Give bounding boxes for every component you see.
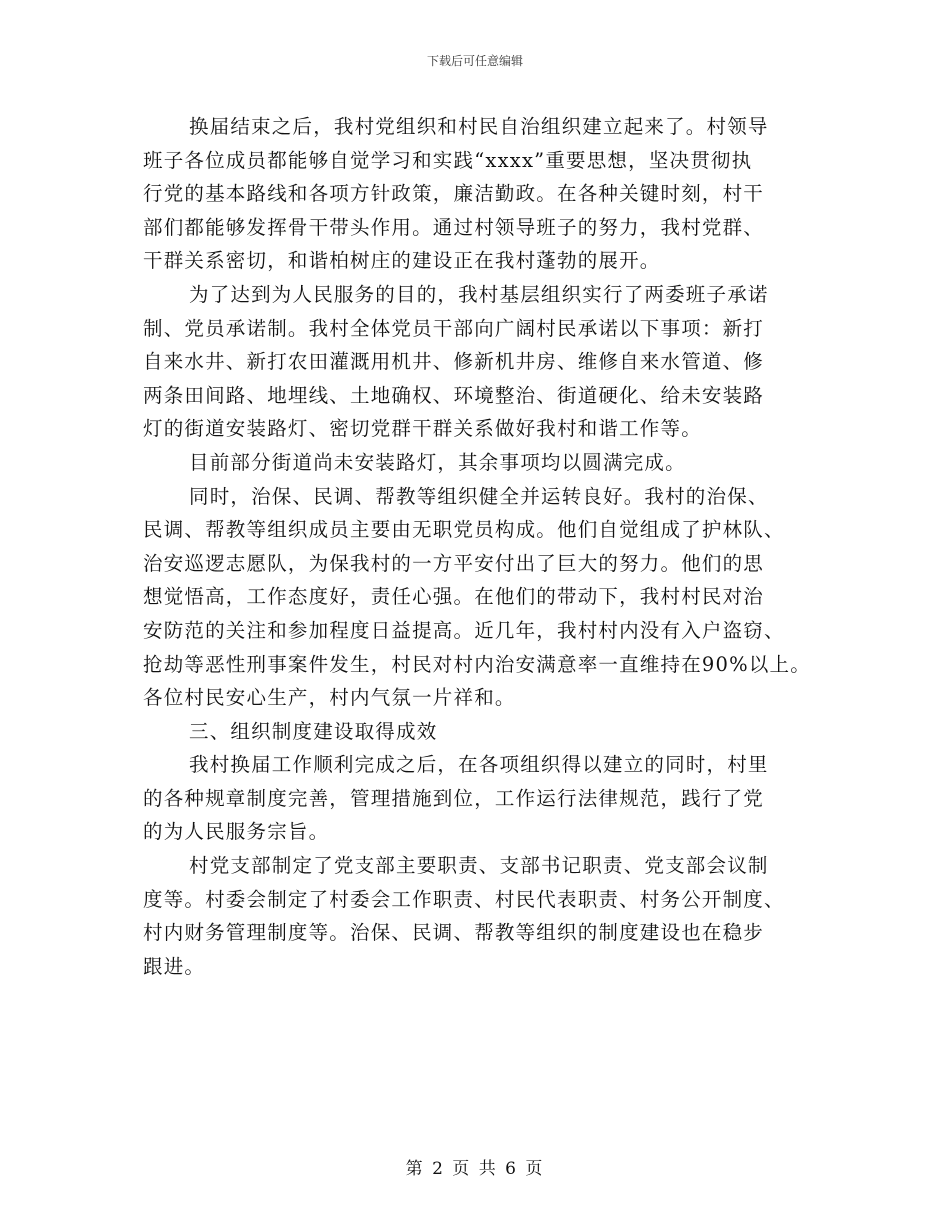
text-line: 抢劫等恶性刑事案件发生，村民对村内治安满意率一直维持在90%以上。 [143,652,811,676]
text-line: 安防范的关注和参加程度日益提高。近几年，我村村内没有入户盗窃、 [143,618,785,642]
text-line: 目前部分街道尚未安装路灯，其余事项均以圆满完成。 [189,450,686,474]
text-line: 我村换届工作顺利完成之后，在各项组织得以建立的同时，村里 [189,753,769,777]
text-line: 治安巡逻志愿队，为保我村的一方平安付出了巨大的努力。他们的思 [143,551,765,575]
text-line: 三、组织制度建设取得成效 [189,719,438,743]
text-line: 干群关系密切，和谐柏树庄的建设正在我村蓬勃的展开。 [143,249,661,273]
text-line: 灯的街道安装路灯、密切党群干群关系做好我村和谐工作等。 [143,417,702,441]
text-line: 为了达到为人民服务的目的，我村基层组织实行了两委班子承诺 [189,282,769,306]
text-line: 班子各位成员都能够自觉学习和实践“xxxx”重要思想，坚决贯彻执 [143,148,753,172]
text-line: 村党支部制定了党支部主要职责、支部书记职责、党支部会议制 [189,854,769,878]
text-line: 的为人民服务宗旨。 [143,820,330,844]
text-line: 制、党员承诺制。我村全体党员干部向广阔村民承诺以下事项：新打 [143,316,765,340]
text-line: 两条田间路、地埋线、土地确权、环境整治、街道硬化、给未安装路 [143,383,765,407]
text-line: 度等。村委会制定了村委会工作职责、村民代表职责、村务公开制度、 [143,887,785,911]
text-line: 各位村民安心生产，村内气氛一片祥和。 [143,686,516,710]
text-line: 换届结束之后，我村党组织和村民自治组织建立起来了。村领导 [189,115,769,138]
text-line: 的各种规章制度完善，管理措施到位，工作运行法律规范，践行了党 [143,786,765,810]
page-number: 第 2 页 共 6 页 [405,1159,545,1179]
text-line: 民调、帮教等组织成员主要由无职党员构成。他们自觉组成了护林队、 [143,518,785,542]
text-line: 村内财务管理制度等。治保、民调、帮教等组织的制度建设也在稳步 [143,921,765,945]
page-header-note: 下载后可任意编辑 [426,54,523,68]
text-line: 部们都能够发挥骨干带头作用。通过村领导班子的努力，我村党群、 [143,215,765,239]
text-line: 跟进。 [143,954,206,978]
text-line: 行党的基本路线和各项方针政策，廉洁勤政。在各种关键时刻，村干 [143,182,765,206]
text-line: 想觉悟高，工作态度好，责任心强。在他们的带动下，我村村民对治 [143,585,765,609]
text-line: 同时，治保、民调、帮教等组织健全并运转良好。我村的治保、 [189,484,769,508]
document-body [143,110,843,983]
text-line: 自来水井、新打农田灌溉用机井、修新机井房、维修自来水管道、修 [143,350,765,374]
